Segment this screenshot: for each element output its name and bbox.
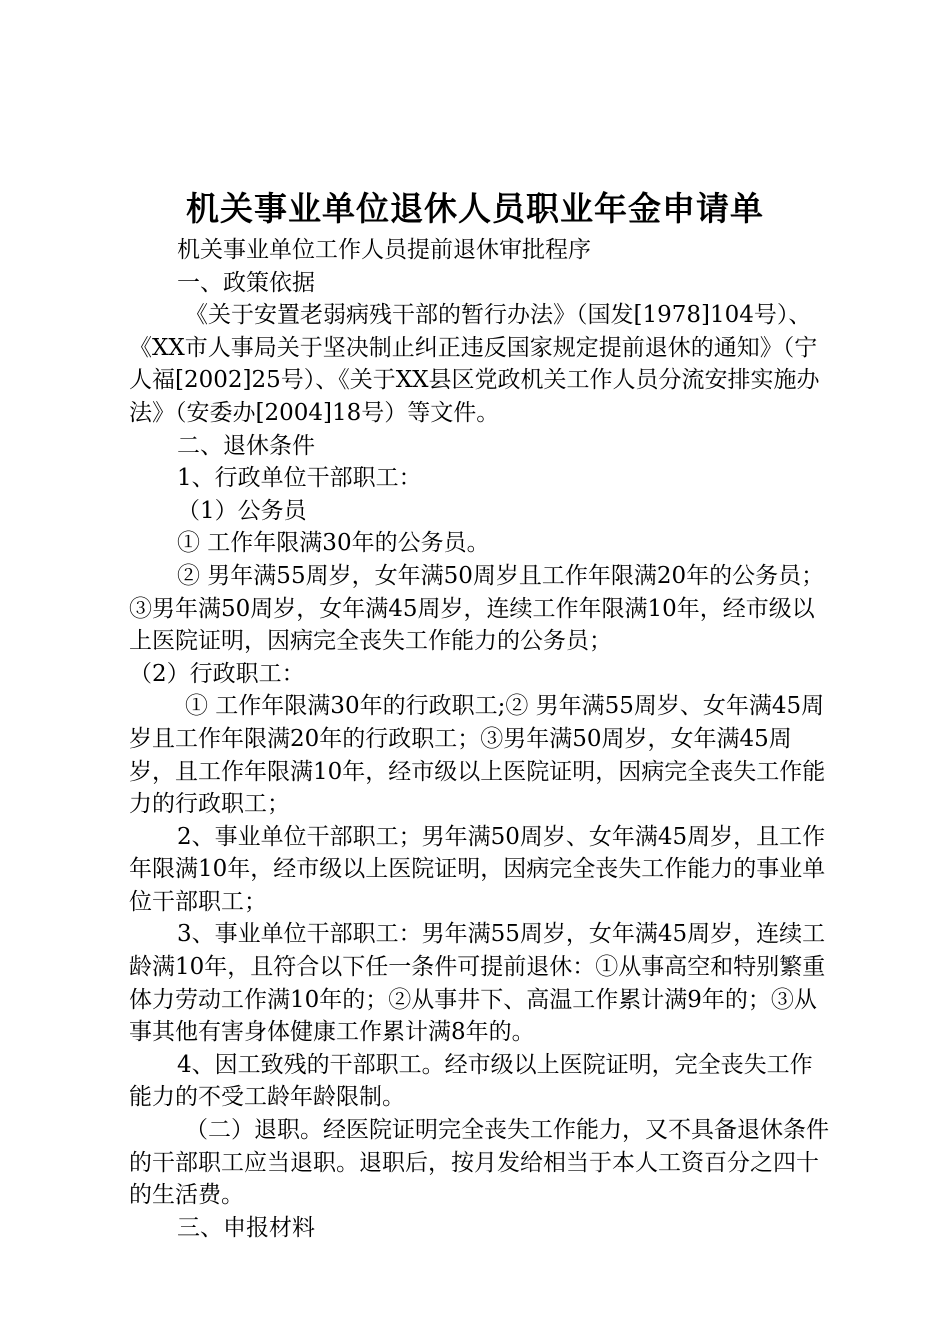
condition-paragraph: 3、事业单位干部职工：男年满55周岁，女年满45周岁，连续工龄满10年，且符合以下任一条件可提前退休：①从事高空和特别繁重体力劳动工作满10年的；②从事井下、高温工作累计满9年的；③从事其他有害身体健康工作累计满8年的。 (129, 921, 826, 1046)
condition-paragraph: ① 工作年限满30年的行政职工;② 男年满55周岁、女年满45周岁且工作年限满20年的行政职工；③男年满50周岁，女年满45周岁，且工作年限满10年，经市级以上医院证明，因病完全丧失工作能力的行政职工； (129, 693, 826, 818)
admin-worker-heading: （2）行政职工： (129, 660, 305, 687)
document-title: 机关事业单位退休人员职业年金申请单 (186, 189, 764, 228)
resignation-paragraph: （二）退职。经医院证明完全丧失工作能力，又不具备退休条件的干部职工应当退职。退职后，按月发给相当于本人工资百分之四十的生活费。 (129, 1117, 829, 1209)
admin-staff-heading: 1、行政单位干部职工： (177, 465, 422, 492)
policy-paragraph: 《关于安置老弱病残干部的暂行办法》（国发[1978]104号）、《XX市人事局关于坚决制止纠正违反国家规定提前退休的通知》（宁人福[2002]25号）、《关于XX县区党政机关工作人员分流安排实施办法》（安委办[2004]18号）等文件。 (129, 302, 820, 426)
section-heading-policy: 一、政策依据 (177, 269, 315, 296)
document-body (129, 234, 833, 1244)
condition-paragraph: 2、事业单位干部职工；男年满50周岁、女年满45周岁，且工作年限满10年，经市级以上医院证明，因病完全丧失工作能力的事业单位干部职工； (129, 823, 826, 915)
condition-paragraph: ② 男年满55周岁，女年满50周岁且工作年限满20年的公务员；③男年满50周岁，女年满45周岁，连续工作年限满10年，经市级以上医院证明，因病完全丧失工作能力的公务员； (129, 562, 825, 655)
section-heading-materials: 三、申报材料 (177, 1214, 315, 1241)
condition-paragraph: 4、因工致残的干部职工。经市级以上医院证明，完全丧失工作能力的不受工龄年龄限制。 (129, 1051, 813, 1111)
civil-servant-heading: （1）公务员 (177, 497, 307, 524)
section-heading-conditions: 二、退休条件 (177, 432, 315, 459)
condition-paragraph: ① 工作年限满30年的公务员。 (177, 530, 490, 557)
subtitle-paragraph: 机关事业单位工作人员提前退休审批程序 (177, 237, 591, 263)
